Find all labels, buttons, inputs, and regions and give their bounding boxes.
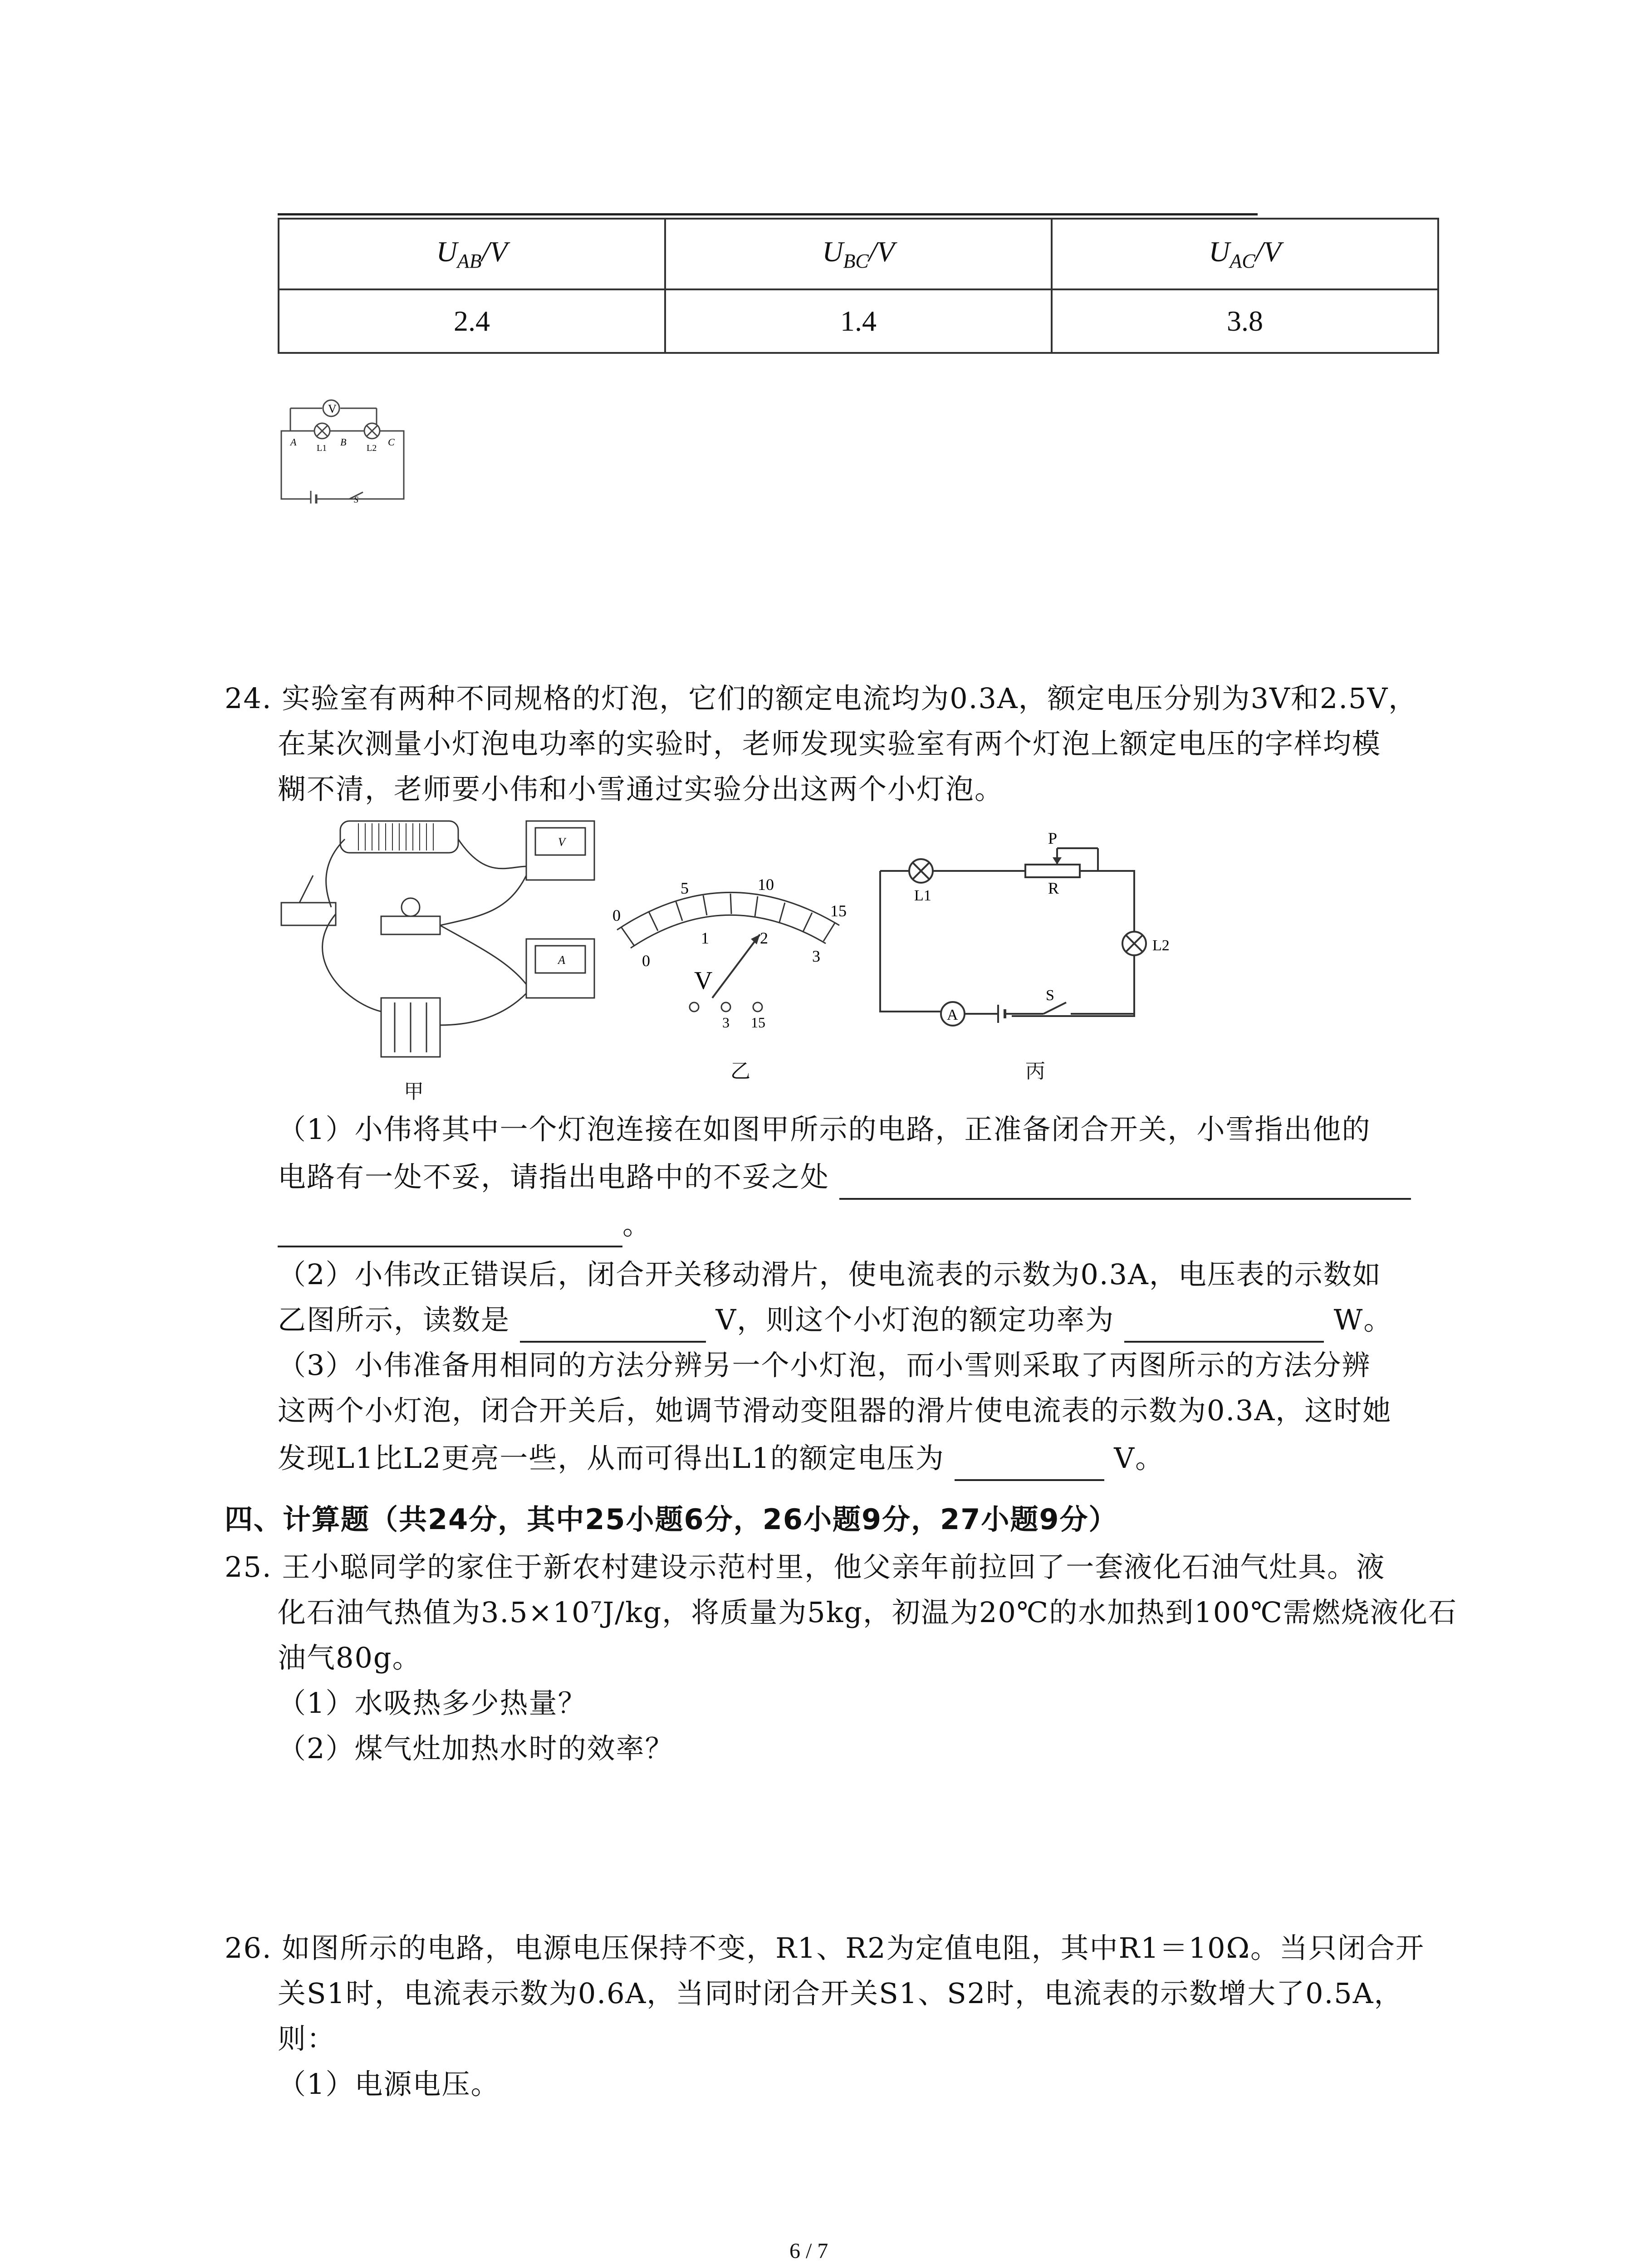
q24-sub1-line3: 。	[278, 1202, 652, 1247]
q24-sub2-line2: 乙图所示，读数是 V，则这个小灯泡的额定功率为 W。	[278, 1297, 1392, 1343]
header-ubc: $U_{BC}/V$	[665, 219, 1052, 289]
dial-bottom-2: 2	[760, 929, 768, 947]
table-header-row	[279, 219, 1438, 289]
q24-sub3-line2: 这两个小灯泡，闭合开关后，她调节滑动变阻器的滑片使电流表的示数为0.3A，这时她	[278, 1394, 1392, 1427]
answer-blank-1[interactable]	[839, 1166, 1411, 1200]
dial-bottom-1: 1	[701, 929, 709, 947]
answer-blank-rated-voltage[interactable]	[955, 1447, 1104, 1481]
header-uac: $U_{AC}/V$	[1052, 219, 1438, 289]
voltage-table	[278, 218, 1439, 354]
q24-sub3-line1: （3）小伟准备用相同的方法分辨另一个小灯泡，而小雪则采取了丙图所示的方法分辨	[278, 1349, 1371, 1382]
svg-text:A: A	[290, 436, 297, 448]
q24-sub2-line1: （2）小伟改正错误后，闭合开关移动滑片，使电流表的示数为0.3A，电压表的示数如	[278, 1258, 1381, 1291]
series-circuit-diagram	[272, 395, 417, 503]
svg-text:C: C	[388, 436, 395, 448]
ammeter-symbol: A	[947, 1007, 958, 1023]
answer-blank-1-cont[interactable]	[278, 1214, 622, 1247]
label-l2: L2	[1152, 937, 1170, 954]
answer-blank-power[interactable]	[1124, 1309, 1324, 1343]
table-value-row	[279, 289, 1438, 353]
section-4-heading: 四、计算题（共24分，其中25小题6分，26小题9分，27小题9分）	[225, 1503, 1118, 1536]
q25-line1: 25. 王小聪同学的家住于新农村建设示范村里，他父亲年前拉回了一套液化石油气灶具。液	[225, 1550, 1386, 1584]
q26-sub1: （1）电源电压。	[278, 2068, 500, 2101]
svg-text:L2: L2	[367, 443, 377, 453]
q26-line3: 则：	[278, 2022, 336, 2055]
label-r: R	[1048, 879, 1059, 897]
svg-text:A: A	[558, 953, 565, 967]
q26-line2: 关S1时，电流表示数为0.6A，当同时闭合开关S1、S2时，电流表的示数增大了0.5A，	[278, 1977, 1403, 2010]
dial-bottom-3: 3	[812, 947, 820, 965]
figure-bing-caption: 丙	[1025, 1060, 1045, 1083]
value-ubc: 1.4	[665, 289, 1052, 353]
dial-top-5: 5	[681, 879, 689, 897]
svg-text:B: B	[340, 436, 347, 448]
value-uac: 3.8	[1052, 289, 1438, 353]
label-s: S	[1046, 987, 1054, 1004]
q25-line3: 油气80g。	[278, 1641, 421, 1674]
dial-top-10: 10	[758, 875, 774, 894]
svg-text:V: V	[558, 836, 565, 849]
q24-sub3-line3: 发现L1比L2更亮一些，从而可得出L1的额定电压为 V。	[278, 1436, 1164, 1481]
q25-sub1: （1）水吸热多少热量？	[278, 1686, 587, 1720]
dial-symbol: V	[694, 967, 713, 995]
dial-bottom-0: 0	[642, 952, 650, 970]
figure-bing-circuit	[862, 821, 1207, 1039]
q24-line3: 糊不清，老师要小伟和小雪通过实验分出这两个小灯泡。	[278, 772, 1004, 806]
dial-top-0: 0	[612, 906, 621, 924]
q26-line1: 26. 如图所示的电路，电源电压保持不变，R1、R2为定值电阻，其中R1＝10Ω。当只闭合开	[225, 1931, 1425, 1965]
page-number: 6 / 7	[789, 2239, 828, 2263]
header-uab: $U_{AB}/V$	[279, 219, 665, 289]
table-top-rule	[278, 213, 1258, 215]
dial-top-15: 15	[830, 902, 847, 920]
svg-text:S: S	[354, 495, 358, 503]
voltmeter-symbol: V	[328, 402, 337, 415]
answer-blank-voltage[interactable]	[520, 1309, 706, 1343]
svg-text:L1: L1	[317, 443, 327, 453]
label-p: P	[1048, 829, 1058, 847]
figure-jia-caption: 甲	[404, 1080, 424, 1103]
q24-line2: 在某次测量小灯泡电功率的实验时，老师发现实验室有两个灯泡上额定电压的字样均模	[278, 727, 1381, 760]
figure-yi-voltmeter-dial	[603, 848, 857, 1030]
q24-sub1-line1: （1）小伟将其中一个灯泡连接在如图甲所示的电路，正准备闭合开关，小雪指出他的	[278, 1113, 1371, 1146]
label-l1: L1	[914, 887, 931, 904]
q24-sub1-line2: 电路有一处不妥，请指出电路中的不妥之处	[278, 1154, 1411, 1200]
figure-jia-apparatus	[272, 812, 608, 1066]
q25-line2: 化石油气热值为3.5×10⁷J/kg，将质量为5kg，初温为20℃的水加热到100℃需燃烧液化石	[278, 1596, 1457, 1629]
q24-line1: 24. 实验室有两种不同规格的灯泡，它们的额定电流均为0.3A，额定电压分别为3V和2.5V，	[225, 682, 1418, 715]
svg-text:3: 3	[722, 1014, 730, 1030]
value-uab: 2.4	[279, 289, 665, 353]
q25-sub2: （2）煤气灶加热水时的效率？	[278, 1732, 674, 1765]
figure-yi-caption: 乙	[730, 1060, 750, 1083]
svg-text:15: 15	[751, 1014, 765, 1030]
